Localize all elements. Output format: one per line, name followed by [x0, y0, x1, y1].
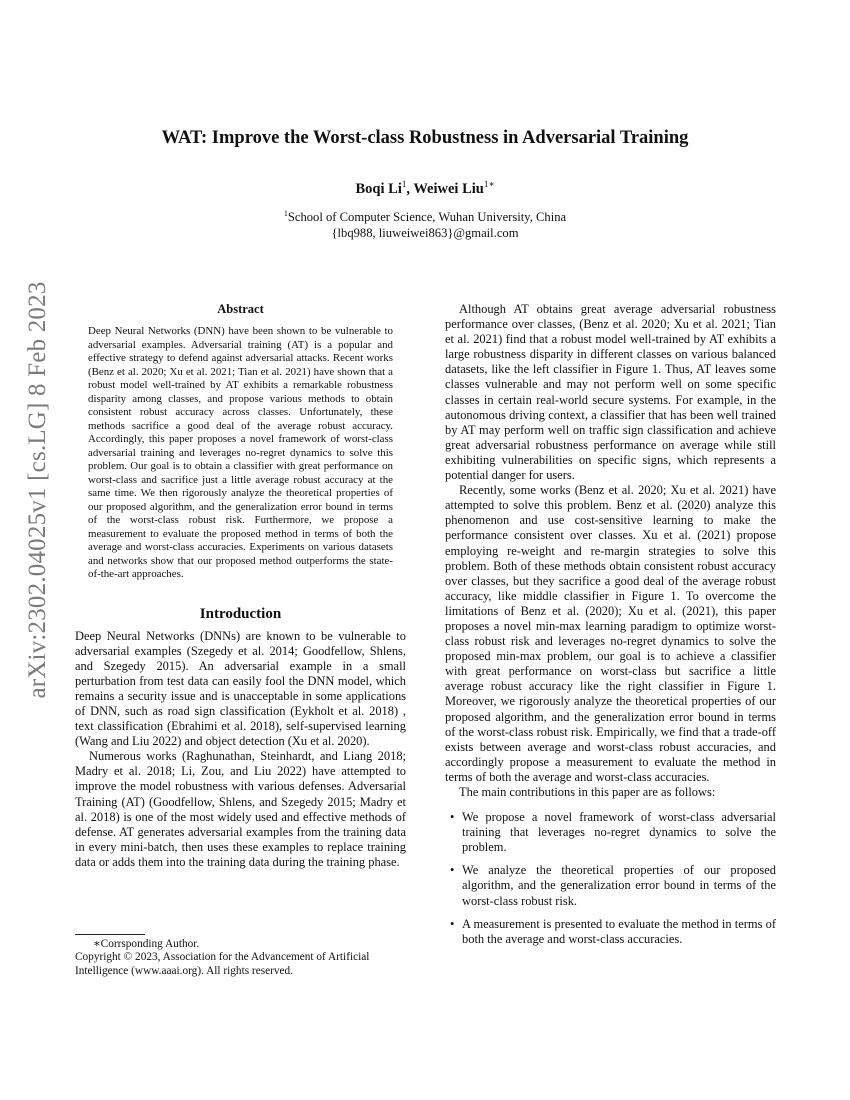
- affiliation-mark: 1: [283, 209, 288, 218]
- author-emails: {lbq988, liuweiwei863}@gmail.com: [331, 226, 519, 241]
- intro-paragraph-4: Recently, some works (Benz et al. 2020; Xu et al. 2021) have attempted to solve this problem. Benz et al. (2020) analyze this phenomenon and use cost-sensitive learning to make the performance consistent over classes. Xu et al. (2021) propose employing re-weight and re-margin strategies to solve this problem. Both of these methods obtain consistent robust accuracy over classes, but they sacrifice a good deal of the average robust accuracy, like middle classifier in Figure 1. To overcome the limitations of Benz et al. (2020); Xu et al. (2021), this paper proposes a novel min-max learning paradigm to optimize worst-class robust risk and leverages no-regret dynamics to solve the proposed min-max problem, our goal is to achieve a classifier with great performance on worst-class but sacrifice a little average robust accuracy like the right classifier in Figure 1. Moreover, we rigorously analyze the theoretical properties of our proposed algorithm, and the generalization error bound in terms of the worst-class robust risk. Empirically, we find that a trade-off exists between average and worst-class robust accuracies, and accordingly propose a measurement to evaluate the method in terms of both the average and worst-class accuracies.: [445, 483, 776, 784]
- bullet-marker: •: [450, 916, 455, 931]
- contribution-text: We propose a novel framework of worst-class adversarial training that leverages no-regret dynamics to solve the problem.: [462, 810, 776, 855]
- contribution-text: A measurement is presented to evaluate the method in terms of both the average and worst-class accuracies.: [462, 916, 776, 946]
- arxiv-identifier-stamp: [18, 281, 58, 699]
- intro-paragraph-3: Although AT obtains great average adversarial robustness performance over classes, (Benz et al. 2020; Xu et al. 2021; Tian et al. 2021) find that a robust model well-trained by AT exhibits a large robustness disparity in different classes on various balanced datasets, like the left classifier in Figure 1. Thus, AT leaves some classes vulnerable and may not perform well on some specific classes in certain real-world secure systems. For example, in the autonomous driving context, a classifier that has been well trained by AT may perform well on traffic sign classification and achieve great adversarial robustness performance on average while still exhibiting vulnerabilities on specific signs, which represents a potential danger for users.: [445, 302, 776, 483]
- left-column: [75, 302, 406, 870]
- author-affil-mark-2: 1∗: [483, 179, 495, 189]
- right-column: [445, 302, 776, 955]
- author-list: [0, 179, 850, 198]
- affiliation-institution: School of Computer Science, Wuhan University, China: [287, 210, 567, 225]
- intro-paragraph-1: Deep Neural Networks (DNNs) are known to be vulnerable to adversarial examples (Szegedy et al. 2014; Goodfellow, Shlens, and Szegedy 2015). An adversarial example in a small perturbation from test data can easily fool the DNN model, which remains a security issue and is unacceptable in some applications of DNN, such as road sign classification (Eykholt et al. 2018) , text classification (Ebrahimi et al. 2018), self-supervised learning (Wang and Liu 2022) and object detection (Xu et al. 2020).: [75, 628, 406, 749]
- affiliation-block: [0, 206, 850, 241]
- contributions-list: [445, 810, 776, 947]
- abstract-text: Deep Neural Networks (DNN) have been shown to be vulnerable to adversarial examples. Adversarial training (AT) is a popular and effective strategy to defend against adversarial attacks. Recent works (Benz et al. 2020; Xu et al. 2021; Tian et al. 2021) have shown that a robust model well-trained by AT exhibits a remarkable robustness disparity among classes, and propose various methods to obtain consistent robust accuracy across classes. Unfortunately, these methods sacrifice a good deal of the average robust accuracy. Accordingly, this paper proposes a novel framework of worst-class adversarial training and leverages no-regret dynamics to solve this problem. Our goal is to obtain a classifier with great performance on worst-class and sacrifice just a little average robust accuracy at the same time. We then rigorously analyze the theoretical properties of our proposed algorithm, and the generalization error bound in terms of the worst-class robust risk. Furthermore, we propose a measurement to evaluate the proposed method in terms of both the average and worst-class accuracies. Experiments on various datasets and networks show that our proposed method outperforms the state-of-the-art approaches.: [88, 325, 393, 580]
- bullet-marker: •: [450, 863, 455, 878]
- author-affil-mark-1: 1: [401, 179, 407, 189]
- introduction-heading: Introduction: [199, 605, 282, 622]
- arxiv-identifier-text: arXiv:2302.04025v1 [cs.LG] 8 Feb 2023: [24, 281, 51, 699]
- footnote-divider: [75, 934, 145, 935]
- author-name-2: Weiwei Liu: [413, 180, 484, 197]
- abstract-heading: Abstract: [217, 302, 264, 316]
- paper-title: WAT: Improve the Worst-class Robustness in Adversarial Training: [161, 128, 689, 148]
- contributions-lead: The main contributions in this paper are as follows:: [459, 785, 716, 799]
- author-separator: ,: [406, 180, 414, 197]
- footnote-block: [75, 938, 415, 978]
- copyright-notice: Copyright © 2023, Association for the Advancement of Artificial Intelligence (www.aaai.org). All rights reserved.: [75, 951, 370, 977]
- contribution-text: We analyze the theoretical properties of our proposed algorithm, and the generalization error bound in terms of the worst-class robust risk.: [462, 863, 776, 908]
- author-name-1: Boqi Li: [355, 180, 402, 197]
- intro-paragraph-2: Numerous works (Raghunathan, Steinhardt, and Liang 2018; Madry et al. 2018; Li, Zou, and Liu 2022) have attempted to improve the model robustness with various defenses. Adversarial Training (AT) (Goodfellow, Shlens, and Szegedy 2015; Madry et al. 2018) is one of the most widely used and effective methods of defense. AT generates adversarial examples from the training data in every mini-batch, then uses these examples to replace training data or adds them into the training data during the training phase.: [75, 749, 406, 869]
- list-item: [445, 863, 776, 908]
- bullet-marker: •: [450, 810, 455, 825]
- list-item: [445, 810, 776, 855]
- list-item: [445, 917, 776, 947]
- affiliation-line: [0, 206, 850, 225]
- corresponding-author-note: ∗Corrsponding Author.: [93, 938, 200, 950]
